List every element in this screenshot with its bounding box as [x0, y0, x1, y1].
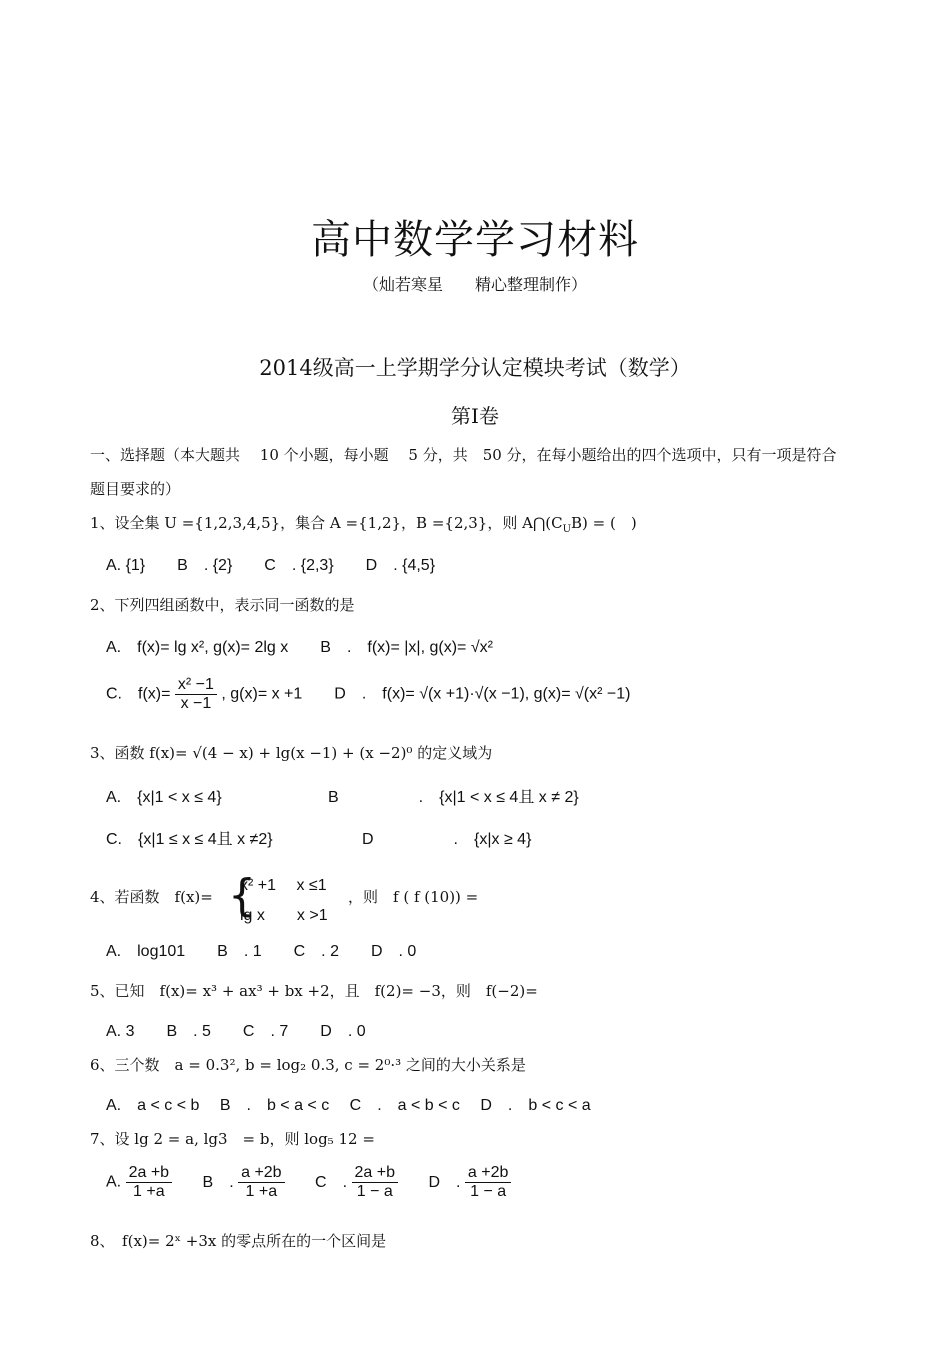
fraction-denominator: 1 +a: [133, 1183, 165, 1200]
question-7-options: [106, 1164, 511, 1201]
fraction-numerator: 2a +b: [352, 1164, 398, 1183]
option-b-label: B .: [202, 1173, 234, 1191]
option-c-label: C .: [315, 1173, 348, 1191]
question-7: 7、设 lg 2 = a, lg3 = b，则 log₅ 12 =: [90, 1130, 375, 1148]
option-a-label: A.: [106, 1173, 122, 1191]
question-5: 5、已知 f(x)= x³ + ax³ + bx +2，且 f(2)= −3，则 f(−2)=: [90, 982, 538, 1000]
question-2-option-c-prefix: C. f(x)=: [106, 685, 171, 703]
piecewise-case-2: lg x x >1: [240, 907, 328, 924]
option-a-fraction: [126, 1164, 172, 1201]
fraction-denominator: 1 +a: [245, 1183, 278, 1200]
question-1-tail: B) = ( ): [571, 514, 637, 532]
fraction-numerator: 2a +b: [126, 1164, 172, 1183]
option-c-fraction: [352, 1164, 398, 1201]
question-1: [90, 512, 637, 535]
piecewise-brace: {: [228, 870, 256, 921]
volume-label: 第Ⅰ卷: [451, 404, 499, 428]
piecewise-case-1: x² +1 x ≤1: [240, 877, 327, 894]
question-8: 8、 f(x)= 2ˣ +3x 的零点所在的一个区间是: [90, 1232, 387, 1250]
fraction-denominator: 1 − a: [356, 1183, 393, 1200]
page-subtitle: （灿若寒星 精心整理制作）: [362, 275, 587, 294]
question-1-options: A. {1} B . {2} C . {2,3} D . {4,5}: [106, 557, 436, 574]
question-6-options: A. a < c < b B . b < a < c C . a < b < c D . b < c < a: [106, 1097, 591, 1114]
fraction-denominator: x −1: [180, 695, 212, 712]
page-title: 高中数学学习材料: [311, 217, 639, 263]
question-4-options: A. log101 B . 1 C . 2 D . 0: [106, 943, 417, 960]
option-b-fraction: [238, 1164, 284, 1201]
option-d-label: D .: [428, 1173, 461, 1191]
section-instruction-line1: 一、选择题（本大题共 10 个小题，每小题 5 分，共 50 分，在每小题给出的四个选项中，只有一项是符合: [90, 446, 837, 464]
question-2-option-c-suffix: , g(x)= x +1 D . f(x)= √(x +1)·√(x −1), g(x)= √(x² −1): [221, 685, 631, 703]
exam-title: 2014级高一上学期学分认定模块考试（数学）: [259, 356, 691, 380]
question-4-prefix: 4、若函数 f(x)=: [90, 888, 213, 906]
question-3: 3、函数 f(x)= √(4 − x) + lg(x −1) + (x −2)⁰ 的定义域为: [90, 744, 493, 762]
question-4-suffix: ，则 f ( f (10)) =: [348, 888, 479, 906]
question-5-options: A. 3 B . 5 C . 7 D . 0: [106, 1023, 366, 1040]
fraction-numerator: a +2b: [465, 1164, 511, 1183]
question-2: 2、下列四组函数中，表示同一函数的是: [90, 596, 355, 614]
question-3-option-c: C. {x|1 ≤ x ≤ 4且 x ≠2}: [106, 831, 273, 848]
question-2-option-cd: [106, 676, 630, 713]
fraction-denominator: 1 − a: [470, 1183, 507, 1200]
fraction-numerator: a +2b: [238, 1164, 284, 1183]
question-3-option-a: A. {x|1 < x ≤ 4}: [106, 789, 222, 806]
question-3-option-b: B . {x|1 < x ≤ 4且 x ≠ 2}: [328, 789, 579, 806]
question-2-option-ab: A. f(x)= lg x², g(x)= 2lg x B . f(x)= |x|, g(x)= √x²: [106, 639, 493, 656]
question-6: 6、三个数 a = 0.3², b = log₂ 0.3, c = 2⁰·³ 之间的大小关系是: [90, 1056, 526, 1074]
option-d-fraction: [465, 1164, 511, 1201]
question-1-text: 1、设全集 U ={1,2,3,4,5}，集合 A ={1,2}，B ={2,3}，则 A⋂(C: [90, 514, 563, 532]
question-2-option-c-fraction: [175, 676, 217, 713]
question-3-option-d: D . {x|x ≥ 4}: [362, 831, 532, 848]
question-1-subscript: U: [562, 524, 572, 535]
fraction-numerator: x² −1: [175, 676, 217, 695]
section-instruction-line2: 题目要求的）: [90, 480, 181, 498]
